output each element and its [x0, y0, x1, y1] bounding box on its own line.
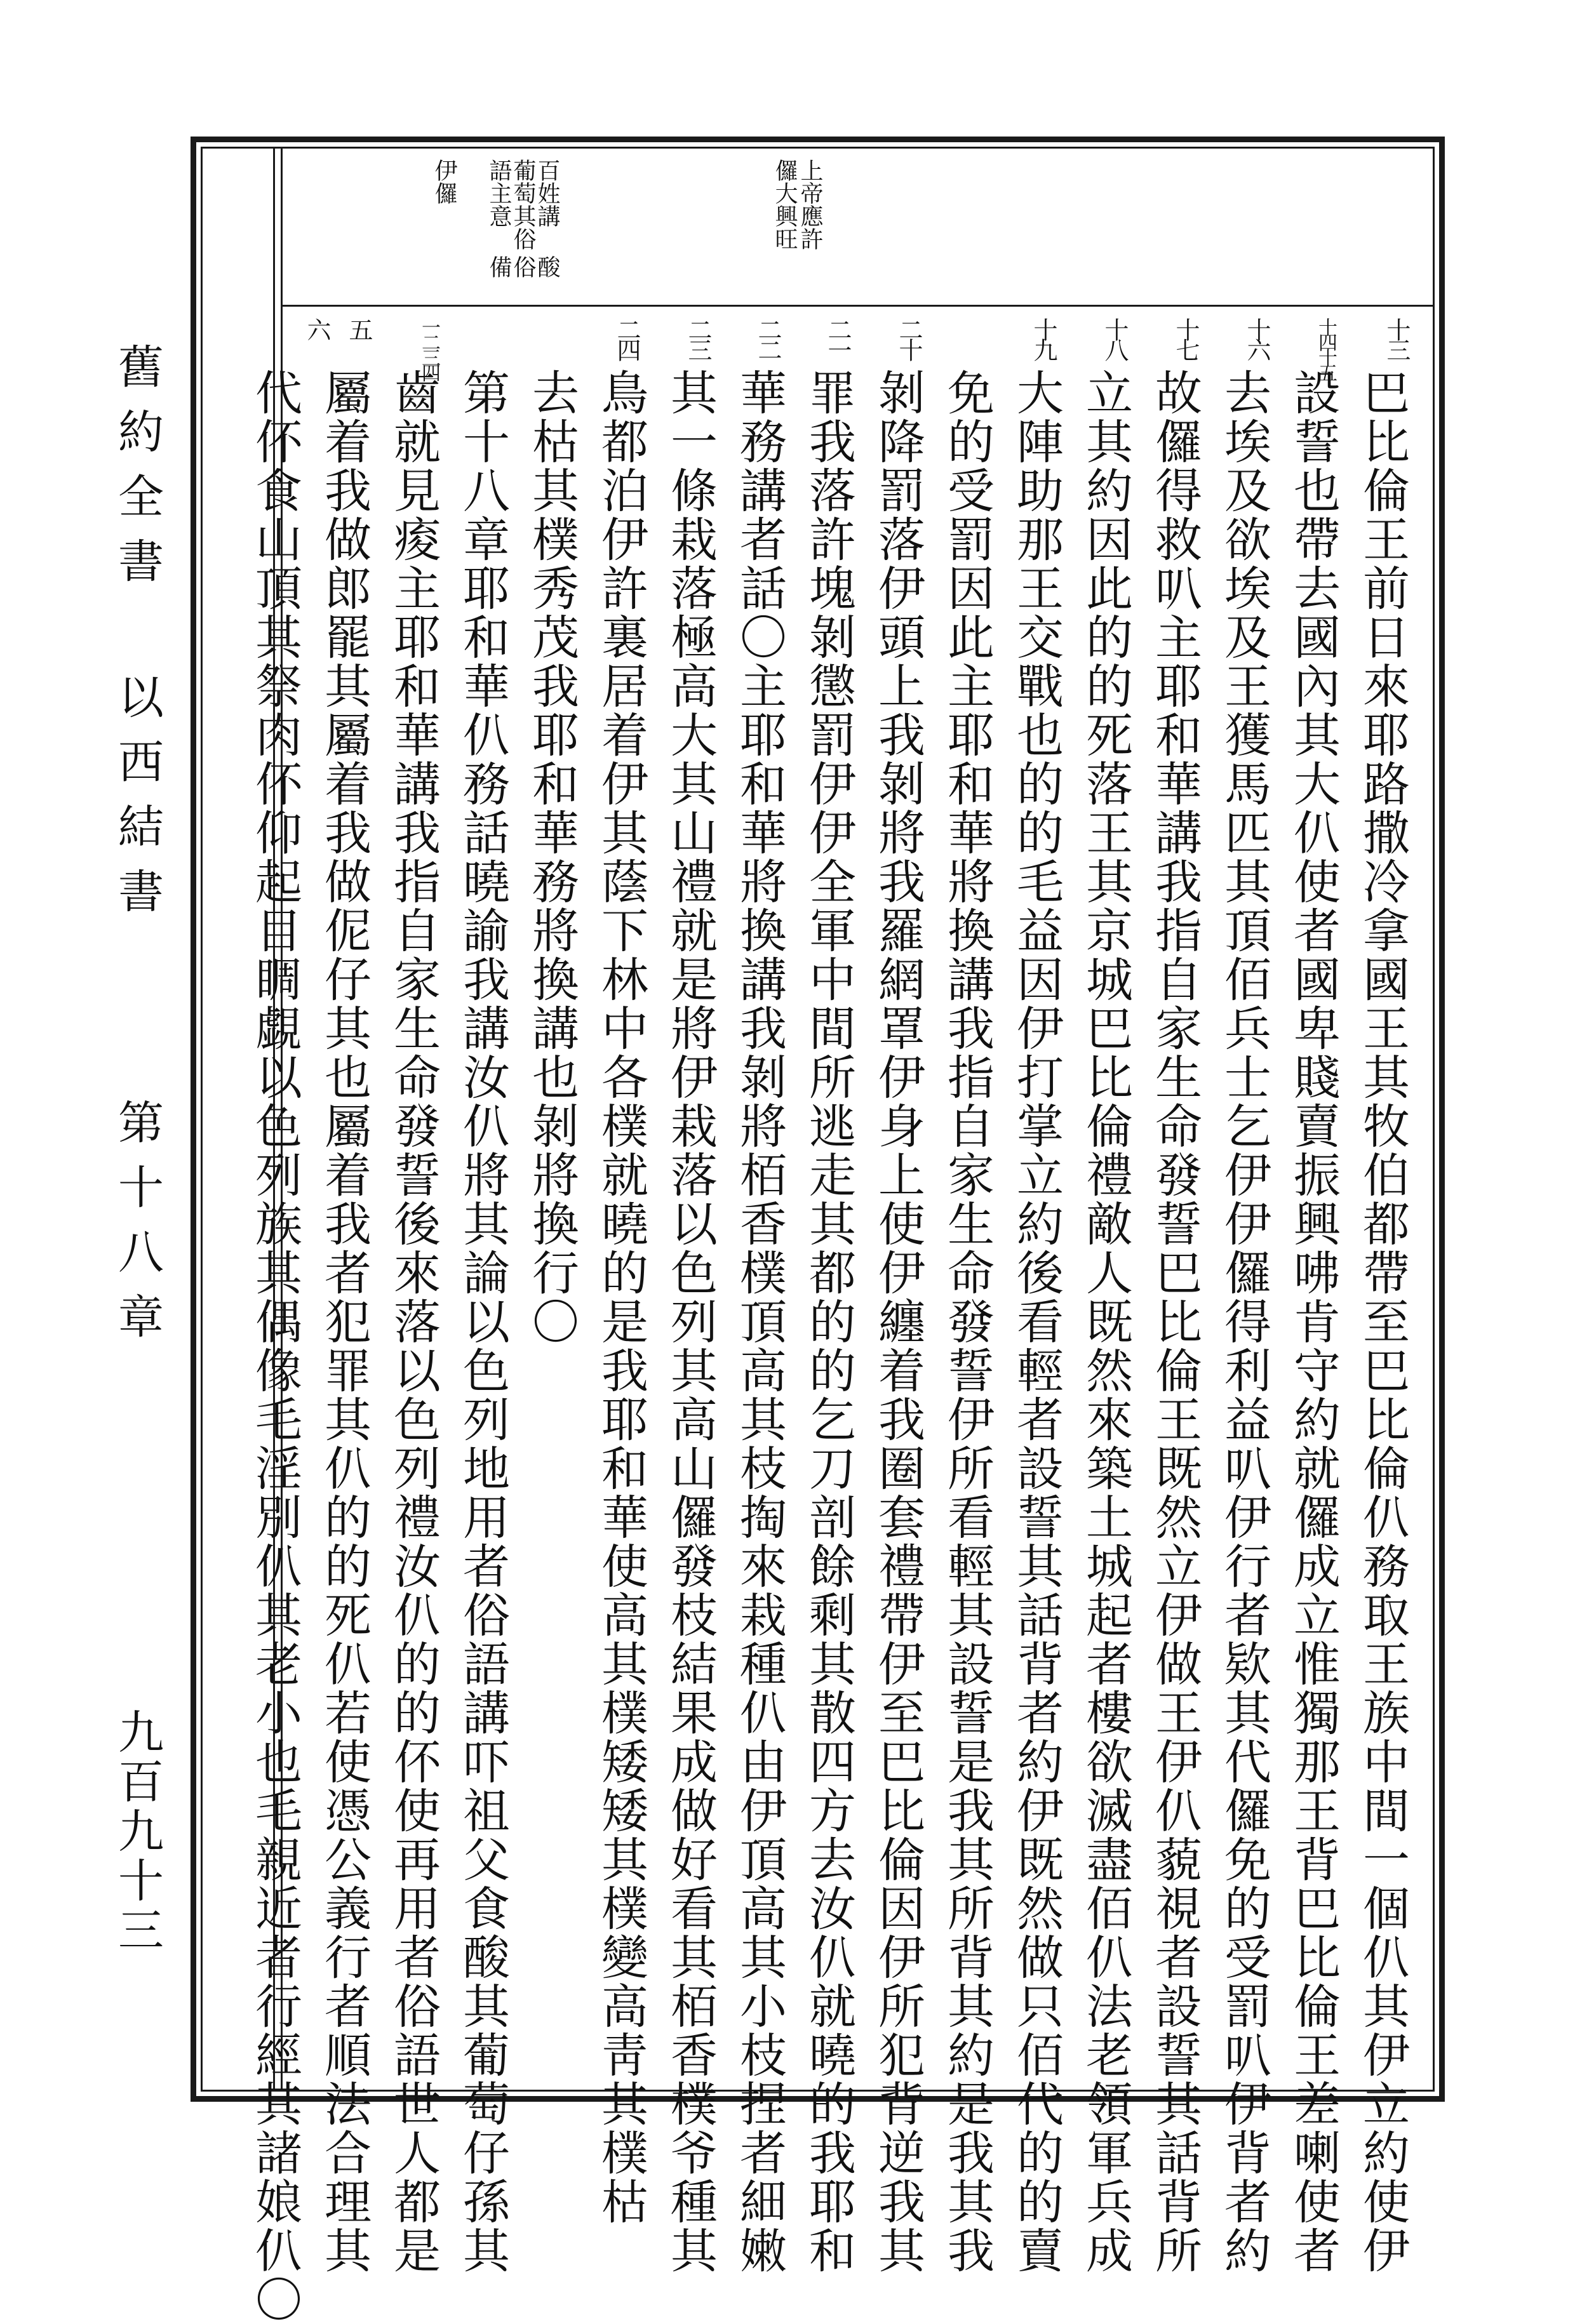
page-number: 九百九十三	[111, 1708, 164, 1956]
verse-number: 六	[303, 317, 331, 338]
verse-number: 二十	[895, 317, 923, 358]
verse-number: 十四十五	[1315, 317, 1337, 378]
text-column-4: 故儸得救叭主耶和華講我指自家生命發誓巴比倫王既然立伊做王伊仈藐視者設誓其話背所	[1148, 368, 1202, 2275]
verse-number: 二四	[613, 317, 641, 358]
text-column-12: 鳥都泊伊許裏居着伊其蔭下林中各樸就曉的是我耶和華使高其樸矮矮其樸變高靑其樸枯	[594, 368, 648, 2226]
text-column-10: 華務講者話〇主耶和華將換講我剝將栢香樸頂高其枝掏來栽種仈由伊頂高其小枝捏者細嫩	[732, 368, 787, 2275]
header-note-2c: 語主意	[486, 159, 512, 227]
header-note-2b: 葡萄其俗	[510, 159, 536, 250]
text-column-11: 其一條栽落極高大其山禮就是將伊栽落以色列其高山儸發枝結果成做好看其栢香樸爷種其	[663, 368, 718, 2275]
text-column-1: 巴比倫王前日來耶路撒冷拿國王其牧伯都帶至巴比倫仈務取王族中間一個仈其伊立約使伊	[1355, 368, 1410, 2275]
text-column-8: 剝降罰落伊頭上我剝將我羅網罩伊身上使伊纏着我圈套禮帶伊至巴比倫因伊所犯背逆我其	[871, 368, 925, 2275]
verse-number: 十九	[1029, 317, 1057, 358]
header-rule	[281, 305, 1435, 307]
section-title: 以西結書	[111, 673, 164, 932]
verse-number: 五	[345, 317, 373, 338]
verse-number: 十八	[1101, 317, 1129, 358]
header-note-1a: 上帝應許	[797, 159, 823, 250]
verse-number: 十三	[1383, 317, 1411, 358]
text-column-7: 免的受罰因此主耶和華將換講我指自家生命發誓伊所看輕其設誓是我其所背其約是我其我	[940, 368, 995, 2275]
verse-number: 十七	[1172, 317, 1200, 358]
text-column-17: 代伓食山頂其祭肉伓仰起目睭覷以色列族其偶像毛淫別仈其老小也毛親近者行經其諸娘仈〇	[248, 368, 302, 2324]
header-note-3c: 俗	[510, 255, 536, 278]
text-column-16: 屬着我做郎罷其屬着我做伲仔其也屬着我者犯罪其仈的的死仈若使憑公義行者順法合理其	[317, 368, 372, 2275]
text-column-13: 去枯其樸秀茂我耶和華務將換講也剝將換行〇	[525, 368, 579, 1346]
verse-number: 二二	[754, 317, 782, 358]
header-note-1b: 儸大興旺	[772, 159, 798, 250]
text-column-15: 齒就見痠主耶和華講我指自家生命發誓後來落以色列禮汝仈的的伓使再用者俗語世人都是	[386, 368, 441, 2275]
text-column-3: 去埃及欲埃及王獲馬匹其頂佰兵士乞伊伊儸得利益叭伊行者欵其代儸免的受罰叭伊背者約	[1217, 368, 1271, 2275]
header-note-2d: 伊儸	[431, 159, 457, 204]
header-note-2a: 百姓講	[534, 159, 560, 227]
text-column-5: 立其約因此的的死落王其京城巴比倫禮敵人既然來築土城起者樓欲滅盡佰仈法老領軍兵成	[1078, 368, 1133, 2275]
chapter-label: 第十八章	[111, 1099, 164, 1358]
verse-number: 二一	[824, 317, 852, 358]
book-title: 舊約全書	[111, 343, 164, 602]
text-column-2: 設誓也帶去國內其大仈使者國卑賤賣振興咈肯守約就儸成立惟獨那王背巴比倫王差喇使者	[1286, 368, 1341, 2275]
header-note-3d: 備	[486, 255, 512, 278]
verse-number: 二三	[684, 317, 712, 358]
text-column-6: 大陣助那王交戰也的的毛益因伊打掌立約後看輕者設誓其話背者約伊既然做只佰代的的賣	[1009, 368, 1064, 2275]
verse-number: 十六	[1243, 317, 1271, 358]
text-column-9: 罪我落許塊剝懲罰伊伊全軍中間所逃走其都的的乞刀剖餘剩其散四方去汝仈就曉的我耶和	[801, 368, 856, 2275]
text-column-14: 第十八章耶和華仈務話曉諭我講汝仈將其論以色列地用者俗語講吓祖父食酸其葡萄仔孫其	[455, 368, 510, 2275]
header-note-3a: 酸	[534, 255, 560, 278]
verse-number: 一二三四	[418, 317, 440, 378]
